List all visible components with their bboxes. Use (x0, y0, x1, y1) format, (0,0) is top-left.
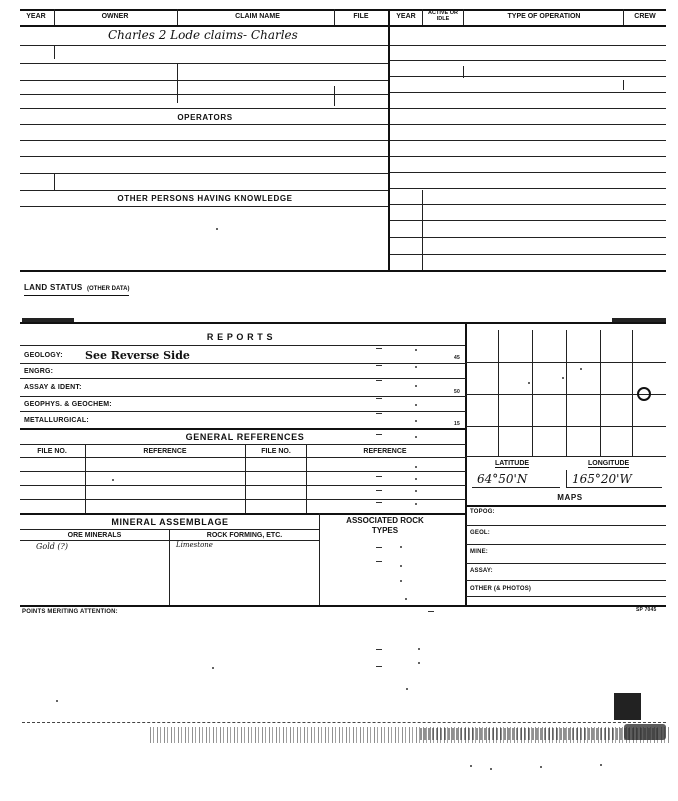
ore-minerals-value: Gold (?) (36, 542, 68, 551)
general-references-title: GENERAL REFERENCES (185, 432, 305, 442)
report-metallurgical-label: METALLURGICAL: (24, 417, 89, 424)
reports-title: R E P O R T S (206, 332, 274, 342)
report-engrg-label: ENGRG: (24, 368, 54, 375)
report-assay-num: 50 (454, 389, 460, 395)
operators-label: OPERATORS (177, 113, 233, 122)
maps-title: MAPS (557, 493, 583, 502)
owner-claim-entry: Charles 2 Lode claims- Charles (108, 28, 298, 42)
header-crew: CREW (634, 13, 656, 20)
report-geology-label: GEOLOGY: (24, 352, 63, 359)
mineral-assemblage-title: MINERAL ASSEMBLAGE (111, 517, 229, 527)
land-status-label: LAND STATUS (24, 283, 83, 292)
header-year-2: YEAR (396, 13, 416, 20)
report-assay-label: ASSAY & IDENT: (24, 384, 82, 391)
maps-other: OTHER (& PHOTOS) (470, 586, 532, 592)
form-number: SP 7045 (636, 607, 657, 613)
maps-topog: TOPOG: (470, 509, 495, 515)
other-persons-label: OTHER PERSONS HAVING KNOWLEDGE (117, 194, 293, 203)
land-status-sub: (OTHER DATA) (87, 286, 130, 292)
rock-forming-value: Limestone (176, 541, 213, 549)
refs-header-reference-2: REFERENCE (363, 448, 407, 455)
report-metallurgical-num: 15 (454, 421, 460, 427)
maps-assay: ASSAY: (470, 568, 493, 574)
header-type-of-operation: TYPE OF OPERATION (507, 13, 581, 20)
location-marker-icon (637, 387, 651, 401)
header-year: YEAR (26, 13, 46, 20)
refs-header-file-no: FILE NO. (37, 448, 67, 455)
header-file: FILE (353, 13, 369, 20)
header-claim-name: CLAIM NAME (235, 13, 280, 20)
registration-mark-icon (614, 693, 641, 720)
maps-geol: GEOL: (470, 530, 490, 536)
report-geology-num: 45 (454, 355, 460, 361)
refs-header-file-no-2: FILE NO. (261, 448, 291, 455)
rock-forming-label: ROCK FORMING, ETC. (206, 532, 283, 539)
associated-rock-types-label: ASSOCIATED ROCK TYPES (346, 516, 424, 535)
report-geophys-label: GEOPHYS. & GEOCHEM: (24, 401, 112, 408)
report-geology-value: See Reverse Side (85, 349, 190, 362)
refs-header-reference: REFERENCE (143, 448, 187, 455)
ore-minerals-label: ORE MINERALS (67, 532, 122, 539)
header-owner: OWNER (101, 13, 129, 20)
latitude-label: LATITUDE (495, 460, 530, 467)
maps-mine: MINE: (470, 549, 488, 555)
points-label: POINTS MERITING ATTENTION: (22, 609, 118, 615)
longitude-label: LONGITUDE (588, 460, 630, 467)
latitude-value: 64°50'N (477, 472, 528, 486)
header-active-or-idle: ACTIVE OR IDLE (428, 10, 458, 22)
longitude-value: 165°20'W (572, 472, 632, 486)
